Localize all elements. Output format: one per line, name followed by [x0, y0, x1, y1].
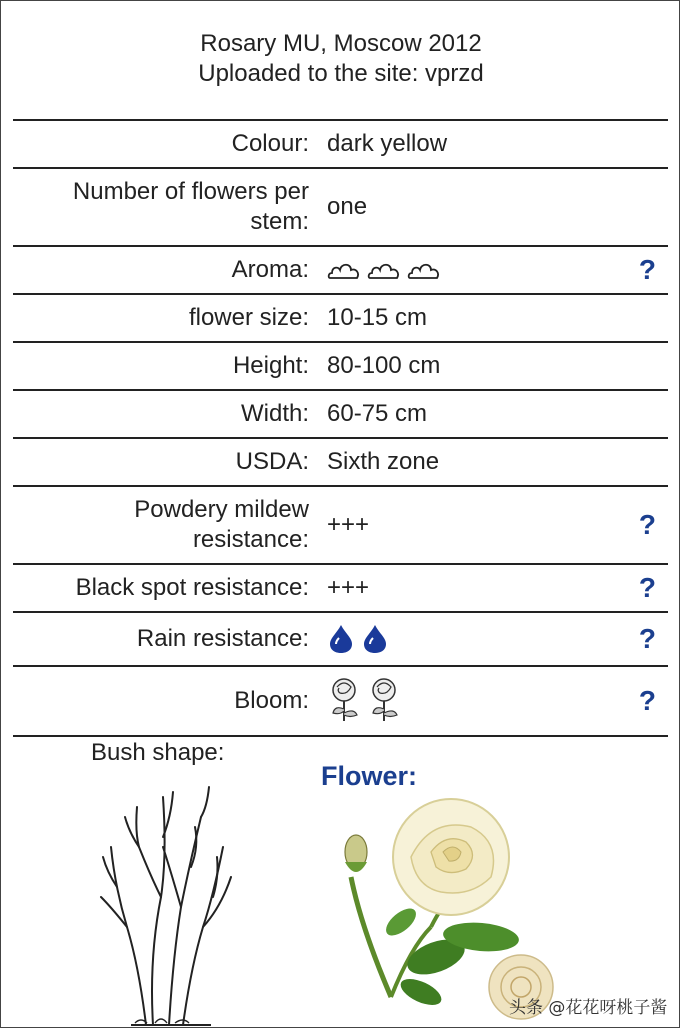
rain-resistance-rating: [327, 623, 389, 655]
flower-label: Flower:: [321, 761, 418, 791]
powdery-mildew-value: +++: [327, 511, 370, 538]
black-spot-value: +++: [327, 574, 370, 601]
bloom-rating: [327, 677, 401, 725]
illustrations-section: [1, 737, 680, 1029]
aroma-label: Aroma:: [231, 256, 309, 283]
bloom-help-link[interactable]: ?: [638, 685, 656, 716]
colour-value: dark yellow: [327, 130, 448, 157]
row-flower-size: [13, 293, 668, 341]
rose-properties-table: [13, 119, 668, 737]
usda-label: USDA:: [235, 448, 309, 475]
bloom-label: Bloom:: [234, 687, 309, 714]
watermark: 头条 @花花呀桃子酱: [509, 998, 668, 1018]
black-spot-help-link[interactable]: ?: [638, 572, 656, 603]
cloud-icon: [407, 258, 441, 282]
flowers-per-stem-label-line2: stem:: [250, 208, 309, 235]
black-spot-label: Black spot resistance:: [75, 574, 309, 601]
cloud-icon: [327, 258, 361, 282]
rain-resistance-label: Rain resistance:: [136, 625, 309, 652]
row-height: [13, 341, 668, 389]
bush-shape-illustration: [91, 777, 241, 1027]
colour-label: Colour:: [231, 130, 309, 157]
width-label: Width:: [240, 400, 309, 427]
flowers-per-stem-value: one: [327, 193, 368, 220]
water-drop-icon: [361, 623, 389, 655]
aroma-help-link[interactable]: ?: [638, 254, 656, 285]
row-black-spot: [13, 563, 668, 611]
height-value: 80-100 cm: [327, 352, 441, 379]
flowers-per-stem-label: [13, 177, 313, 237]
powdery-mildew-label-line1: Powdery mildew: [134, 496, 309, 523]
powdery-mildew-help-link[interactable]: ?: [638, 509, 656, 540]
row-colour: [13, 119, 668, 167]
powdery-mildew-label-line2: resistance:: [192, 526, 309, 553]
row-usda: [13, 437, 668, 485]
row-rain-resistance: [13, 611, 668, 665]
row-flowers-per-stem: [13, 167, 668, 245]
row-width: [13, 389, 668, 437]
width-value: 60-75 cm: [327, 400, 428, 427]
usda-value: Sixth zone: [327, 448, 440, 475]
flower-size-value: 10-15 cm: [327, 304, 428, 331]
rose-flower-icon: [327, 677, 361, 725]
flowers-per-stem-label-line1: Number of flowers per: [72, 178, 309, 205]
rose-flower-icon: [367, 677, 401, 725]
row-aroma: [13, 245, 668, 293]
aroma-rating: [327, 258, 441, 282]
powdery-mildew-label: [13, 495, 313, 555]
cloud-icon: [367, 258, 401, 282]
flower-size-label: flower size:: [188, 304, 309, 331]
row-bloom: [13, 665, 668, 737]
caption-uploader: Uploaded to the site: vprzd: [198, 60, 484, 87]
photo-caption: [1, 29, 680, 89]
water-drop-icon: [327, 623, 355, 655]
caption-location: Rosary MU, Moscow 2012: [200, 30, 482, 57]
row-powdery-mildew: [13, 485, 668, 563]
rain-resistance-help-link[interactable]: ?: [638, 623, 656, 654]
bush-shape-label: Bush shape:: [91, 739, 225, 766]
height-label: Height:: [232, 352, 309, 379]
